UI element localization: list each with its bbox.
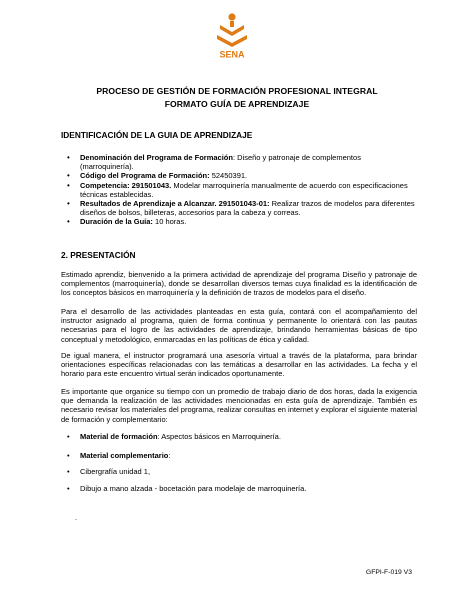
list-item: • Material complementario: xyxy=(61,451,417,460)
document-subtitle: FORMATO GUÍA DE APRENDIZAJE xyxy=(164,99,310,109)
logo-text: SENA xyxy=(219,49,245,60)
list-item: • Competencia: 291501043. Modelar marroquinería manualmente de acuerdo con especificaciones técnicas establecidas. xyxy=(61,181,416,199)
list-item: • Código del Programa de Formación: 52450391. xyxy=(61,171,416,180)
section-heading-presentacion: 2. PRESENTACIÓN xyxy=(61,250,136,260)
paragraph: Estimado aprendiz, bienvenido a la primera actividad de aprendizaje del programa Diseño y patronaje de complementos (marroquinería), donde se desarrollan diversos temas cuya finalidad es la identificación de los conceptos básicos en marroquinería y la definición de trazos de modelos para el diseño. xyxy=(61,270,417,298)
list-item: • Duración de la Guía: 10 horas. xyxy=(61,217,416,226)
trailing-dot: . xyxy=(75,513,78,522)
document-title: PROCESO DE GESTIÓN DE FORMACIÓN PROFESIONAL INTEGRAL xyxy=(96,86,378,96)
list-item: • Cibergrafía unidad 1, xyxy=(61,467,417,476)
footer-code: GFPI-F-019 V3 xyxy=(365,569,412,576)
section-heading-identificacion: IDENTIFICACIÓN DE LA GUIA DE APRENDIZAJE xyxy=(61,130,253,140)
paragraph: Es importante que organice su tiempo con un promedio de trabajo diario de dos horas, dada la exigencia que demanda la realización de las actividades mencionadas en esta guía de aprendizaje. También es necesario revisar los materiales del programa, realizar consultas en internet y explorar el siguiente material de formación y complementario: xyxy=(61,387,417,424)
list-item: • Resultados de Aprendizaje a Alcanzar. 291501043-01: Realizar trazos de modelos para diferentes diseños de bolsos, billeteras, accesorios para la cabeza y correas. xyxy=(61,199,416,217)
list-item: • Denominación del Programa de Formación: Diseño y patronaje de complementos (marroquinería). xyxy=(61,153,416,171)
identificacion-list xyxy=(61,153,416,227)
paragraph: Para el desarrollo de las actividades planteadas en esta guía, contará con el acompañamiento del instructor asignado al programa, quien de forma continua y permanente lo orientará con las pautas necesarias para el logro de las actividades de aprendizaje, brindando herramientas básicas de tipo conceptual y metodológico, enmarcadas en las políticas de ética y calidad. xyxy=(61,307,417,344)
list-item: • Material de formación: Aspectos básicos en Marroquinería. xyxy=(61,432,417,441)
list-item: • Dibujo a mano alzada - bocetación para modelaje de marroquinería. xyxy=(61,484,417,493)
paragraph: De igual manera, el instructor programará una asesoría virtual a través de la plataforma, para brindar orientaciones específicas relacionadas con las temáticas a desarrollar en las actividades. La fecha y el horario para este encuentro virtual serán indicados oportunamente. xyxy=(61,351,417,379)
sena-logo xyxy=(210,12,254,60)
